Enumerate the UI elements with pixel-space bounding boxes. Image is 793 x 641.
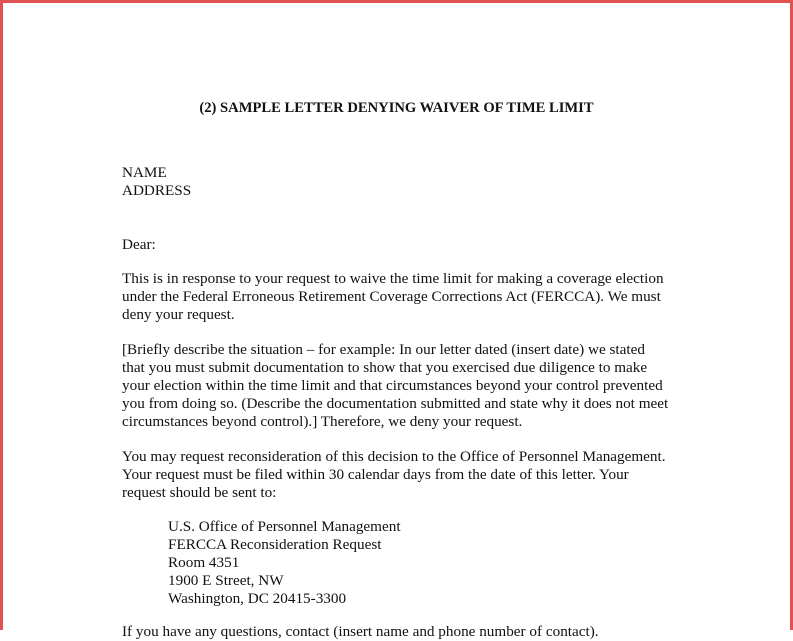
paragraph-line: [Briefly describe the situation – for example: In our letter dated (insert date) we stated [122,341,645,358]
closing-line: If you have any questions, contact (insert name and phone number of contact). [122,623,599,640]
address-line: FERCCA Reconsideration Request [168,536,382,553]
paragraph-reconsideration [122,448,722,502]
recipient-name: NAME [122,164,167,181]
salutation-text: Dear: [122,236,156,253]
paragraph-line: Your request must be filed within 30 calendar days from the date of this letter. Your [122,466,629,483]
salutation [122,236,722,254]
letter-title: (2) SAMPLE LETTER DENYING WAIVER OF TIME LIMIT [199,100,594,116]
recipient-address: ADDRESS [122,182,192,199]
address-line: 1900 E Street, NW [168,572,284,589]
paragraph-line: your election within the time limit and that circumstances beyond your control prevented [122,377,663,394]
paragraph-line: circumstances beyond control).] Therefore, we deny your request. [122,413,523,430]
paragraph-situation [122,341,722,431]
paragraph-line: under the Federal Erroneous Retirement Coverage Corrections Act (FERCCA). We must [122,288,661,305]
paragraph-line: request should be sent to: [122,484,277,501]
address-line: Washington, DC 20415-3300 [168,590,347,607]
address-line: Room 4351 [168,554,240,571]
mailing-address [168,518,568,608]
paragraph-line: You may request reconsideration of this decision to the Office of Personnel Management. [122,448,666,465]
paragraph-line: This is in response to your request to waive the time limit for making a coverage election [122,270,664,287]
address-line: U.S. Office of Personnel Management [168,518,401,535]
recipient-block [122,164,722,200]
closing-paragraph [122,623,722,641]
paragraph-line: that you must submit documentation to show that you exercised due diligence to make [122,359,648,376]
paragraph-line: deny your request. [122,306,235,323]
paragraph-line: you from doing so. (Describe the documentation submitted and state why it does not meet [122,395,669,412]
paragraph-response [122,270,722,324]
